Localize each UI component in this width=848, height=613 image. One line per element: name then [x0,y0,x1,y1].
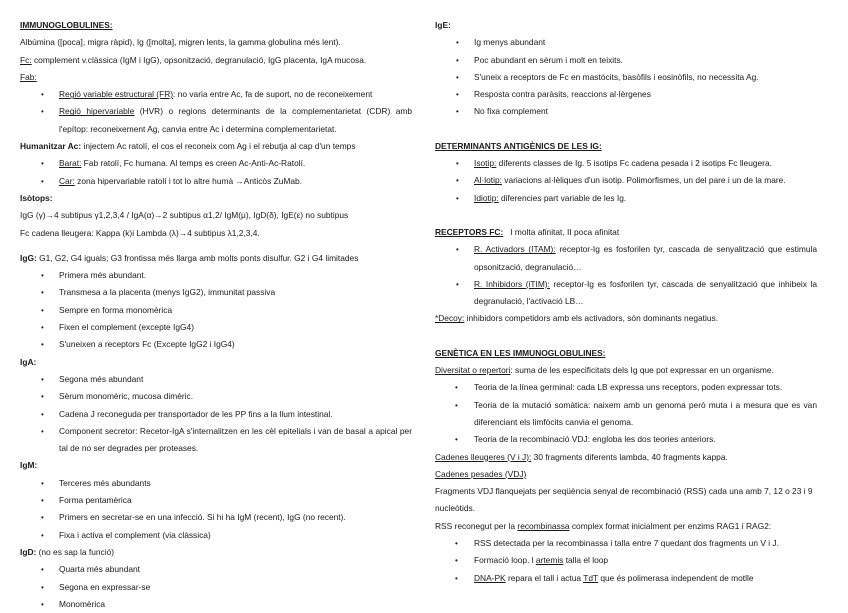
item-text: Monomèrica [59,598,106,609]
item-text: Poc abundant en sèrum i molt en teixits. [474,54,623,65]
list-item [20,86,412,103]
term: Barat: [59,158,82,169]
humanitzar-list [20,155,412,190]
receptors-heading-text: I molta afinitat, II poca afinitat [503,226,620,237]
item-text: Primers en secretar-se en una infecció. Si hi ha IgM (recent), IgG (no recent). [59,512,346,523]
bullet-icon: • [455,573,458,583]
list-item [435,103,817,120]
item-text: Component secretor: Recetor-IgA s'internalitzen en les cèl epitelials i van de basal a apical per tal de no ser degrades per proteases. [59,425,412,454]
item-text: repara el tall i actua [505,572,584,583]
term: Al·lotip: [474,175,502,186]
bullet-icon: • [41,426,44,436]
list-item [20,302,412,319]
item-text: S'uneix a receptors de Fc en mastòcits, basòfils i eosinòfils, no necessita Ag. [474,71,759,82]
ige-list [435,34,817,120]
list-item [20,527,412,544]
list-item [435,431,817,448]
list-item [20,336,412,353]
bullet-icon: • [41,478,44,488]
immunoglobulines-heading: IMMUNOGLOBULINES: [20,20,113,30]
bullet-icon: • [41,323,44,333]
fragments-paragraph: Fragments VDJ flanquejats per seqüència senyal de recombinació (RSS) cada una amb 7, 12 o 23 i 9 nucleòtids. [435,486,813,514]
term-text: diferencies part variable de les Ig. [498,192,627,203]
term-text: variacions al·lèliques d'un isotip. Polimorfismes, un del pare i un de la mare. [501,175,786,186]
term: Isotip: [474,158,497,169]
item-text: No fixa complement [474,106,549,117]
receptors-heading-line [435,224,817,241]
list-item [20,423,412,458]
fab-list [20,86,412,138]
list-item [435,34,817,51]
term-text: diferents classes de Ig. 5 isotips Fc cadena pesada i 2 isotips Fc lleugera. [496,158,772,169]
item-text: Cadena J reconeguda per transportador de les PP fins a la llum intestinal. [59,408,333,419]
term-text: receptor-Ig es fosforilen tyr, cascada de senyalització que estimula opsonització, degranulació… [474,244,817,272]
igm-list [20,475,412,544]
list-item [435,190,817,207]
isotops-line-1: IgG (γ)→4 subtipus γ1,2,3,4 / IgA(α)→2 subtipus α1,2/ IgM(μ), IgD(δ), IgE(ε) no subtipus [20,210,349,221]
igd-list [20,561,412,613]
list-item [20,579,412,596]
bullet-icon: • [455,400,458,410]
isotops-line-2: Fc cadena lleugera: Kappa (k)i Lambda (λ)→4 subtipus λ1,2,3,4. [20,227,260,238]
igm-label: IgM: [20,460,38,471]
item-text: Segona en expressar-se [59,581,151,592]
rss-line [435,518,817,535]
list-item [20,319,412,336]
list-item [20,406,412,423]
list-item [435,379,817,396]
term-text: (HVR) o regions determinants de la complementarietat (CDR) amb l'epítop: reconeixement Ag, canvia entre Ac i determina complementarietat. [59,106,412,134]
list-item [435,241,817,276]
rss-list [435,535,817,587]
right-column [435,17,817,587]
genetica-heading: GENÈTICA EN LES IMMUNOGLOBULINES: [435,347,606,358]
igg-list [20,267,412,353]
cadenes-lleugeres-line [435,449,817,466]
humanitzar-line [20,138,412,155]
tdt-term: TdT [583,572,598,583]
diversitat-text: : suma de les especificitats dels Ig que pot expressar en un organisme. [510,365,774,376]
list-item [20,103,412,138]
bullet-icon: • [41,530,44,540]
cadenes-pesades-label: Cadenes pesades (VDJ) [435,468,527,479]
item-text: Ig menys abundant [474,37,546,48]
bullet-icon: • [456,176,459,186]
fab-label: Fab: [20,71,37,82]
fc-line [20,52,412,69]
humanitzar-text: injectem Ac ratolí, el cos el reconeix com Ag i el rebutja al cap d'un temps [81,141,356,152]
term: Regió variable estructural (FR) [59,89,174,100]
bullet-icon: • [456,279,459,289]
item-text: Formació loop. l [474,555,536,566]
item-text: Resposta contra paràsits, reaccions al·lèrgenes [474,89,651,100]
diversitat-line [435,362,817,379]
spacer [20,242,412,250]
item-text: Fixen el complement (excepte IgG4) [59,322,194,333]
list-item [435,172,817,189]
bullet-icon: • [41,159,44,169]
bullet-icon: • [456,159,459,169]
bullet-icon: • [456,55,459,65]
item-text: Teoria de la línea germinal: cada LB expressa uns receptors, poden expressar tots. [474,382,783,393]
spacer [435,121,817,138]
bullet-icon: • [41,374,44,384]
bullet-icon: • [41,305,44,315]
bullet-icon: • [456,193,459,203]
list-item [20,561,412,578]
list-item [435,397,817,432]
decoy-line [435,310,817,327]
igd-text: (no es sap la funció) [36,546,115,557]
ige-label: IgE: [435,20,451,30]
bullet-icon: • [455,556,458,566]
list-item [435,69,817,86]
bullet-icon: • [455,435,458,445]
bullet-icon: • [41,565,44,575]
bullet-icon: • [41,288,44,298]
item-text: Teoria de la mutació somàtica: naixem amb un genoma però muta i a mesura que es van diferenciant els limfòcits canvia el genoma. [474,399,817,427]
bullet-icon: • [41,513,44,523]
list-item [20,173,412,190]
list-item [20,509,412,526]
item-text: talla el loop [563,555,609,566]
item-text: que és polimerasa independent de motlle [598,572,754,583]
list-item [435,52,817,69]
bullet-icon: • [41,176,44,186]
humanitzar-label: Humanitzar Ac: [20,141,82,152]
cadenes-lleugeres-label: Cadenes lleugeres (V i J): [435,451,532,462]
list-item [20,475,412,492]
bullet-icon: • [41,599,44,609]
bullet-icon: • [41,582,44,592]
bullet-icon: • [455,539,458,549]
albumina-line: Albúmina ([poca], migra ràpid), Ig ([molta], migren lents, la gamma globulina més lent). [20,37,341,48]
list-item [435,570,817,587]
item-text: Primera més abundant. [59,270,147,281]
receptors-list [435,241,817,310]
artemis-term: artemis [535,555,564,566]
item-text: Fixa i activa el complement (via clàssica) [59,529,211,540]
recombinassa-term: recombinassa [517,520,570,531]
item-text: Sèrum monomèric, mucosa dimèric. [59,391,194,402]
bullet-icon: • [41,409,44,419]
term-text: receptor-Ig es fosforilen tyr, cascada de senyalització que inhibeix la degranulació, l'activació LB… [474,278,817,307]
term: R. Activadors (ITAM): [474,244,556,255]
determinants-list [435,155,817,207]
list-item [20,371,412,388]
diversitat-label: Diversitat o repertori [435,365,511,376]
iga-label: IgA: [20,356,37,367]
item-text: Segona més abundant [59,373,144,384]
bullet-icon: • [41,496,44,506]
list-item [435,552,817,569]
rss-post: complex format inicialment per enzims RAG1 i RAG2: [569,520,772,531]
bullet-icon: • [455,383,458,393]
term: Regió hipervariable [59,106,135,117]
dna-pk-term: DNA-PK [474,572,506,583]
list-item [20,492,412,509]
term: R. Inhibidors (iTIM): [474,278,550,289]
item-text: RSS detectada per la recombinassa i talla entre 7 quedant dos fragments un V i J. [474,538,779,549]
bullet-icon: • [456,245,459,255]
rss-pre: RSS reconegut per la [435,520,518,531]
term: Idiotip: [474,192,499,203]
igg-text: G1, G2, G4 iguals; G3 frontissa més llarga amb molts ponts disulfur. G2 i G4 limitades [36,252,359,263]
list-item [20,155,412,172]
term-text: zona hipervariable ratolí i tot lo altre humà →Anticòs ZuMab. [74,175,302,186]
igg-line [20,250,412,267]
list-item [435,535,817,552]
decoy-text: inhibidors competidors amb els activadors, són dominants negatius. [464,313,719,324]
decoy-label: *Decoy: [435,313,465,324]
item-text: S'uneixen a receptors Fc (Excepte IgG2 i IgG4) [59,339,235,350]
igg-label: IgG: [20,252,37,263]
bullet-icon: • [456,38,459,48]
item-text: Quarta més abundant [59,564,141,575]
list-item [20,596,412,613]
item-text: Transmesa a la placenta (menys IgG2), immunitat passiva [59,287,276,298]
igd-label: IgD: [20,546,37,557]
list-item [435,276,817,311]
bullet-icon: • [41,340,44,350]
bullet-icon: • [456,107,459,117]
isotops-label: Isòtops: [20,192,53,203]
bullet-icon: • [456,90,459,100]
term-text: Fab ratolí, Fc humana. Al temps es creen Ac-Anti-Ac-Ratolí. [81,158,306,169]
item-text: Teoria de la recombinació VDJ: engloba les dos teories anteriors. [474,434,716,445]
term-text: : no varia entre Ac, fa de suport, no de reconeixement [173,89,373,100]
list-item [435,86,817,103]
item-text: Terceres més abundants [59,477,151,488]
item-text: Sempre en forma monomèrica [59,304,173,315]
bullet-icon: • [41,90,44,100]
fc-label: Fc: [20,54,32,65]
list-item [435,155,817,172]
igd-line [20,544,412,561]
bullet-icon: • [41,271,44,281]
iga-list [20,371,412,457]
list-item [20,267,412,284]
list-item [20,284,412,301]
determinants-heading: DETERMINANTS ANTIGÈNICS DE LES IG: [435,140,602,151]
spacer [435,207,817,224]
term: Car: [59,175,75,186]
receptors-heading: RECEPTORS FC: [435,226,504,237]
item-text: Forma pentamèrica [59,495,132,506]
cadenes-lleugeres-text: 30 fragments diferents lambda, 40 fragments kappa. [531,451,728,462]
spacer [435,328,817,345]
fc-text: complement v.clàssica (IgM i IgG), opsonització, degranulació, IgG placenta, IgA mucosa. [31,54,367,65]
bullet-icon: • [456,72,459,82]
list-item [20,388,412,405]
left-column [20,17,412,613]
bullet-icon: • [41,392,44,402]
bullet-icon: • [41,107,44,117]
diversitat-list [435,379,817,448]
